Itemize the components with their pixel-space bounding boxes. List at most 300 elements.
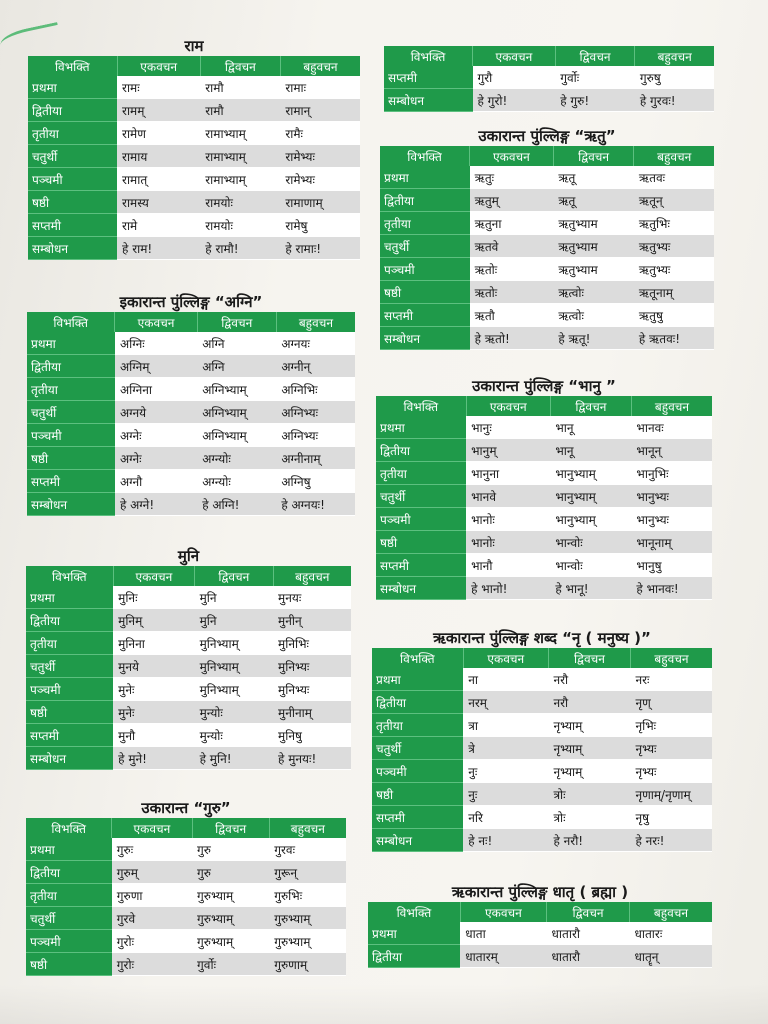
form-cell: हे नरौ! [548, 829, 630, 852]
form-cell: ऋत्वोः [553, 304, 634, 327]
table-guru [26, 798, 346, 976]
table-dhatri [368, 882, 712, 968]
form-cell: गुरोः [112, 953, 192, 976]
case-name-cell: द्वितीया [28, 99, 117, 122]
form-cell: गुर्वोः [555, 66, 635, 89]
form-cell: भान्वोः [550, 531, 631, 554]
form-cell: त्रा [463, 714, 548, 737]
table-guru-continued [384, 46, 714, 112]
case-name-cell: षष्ठी [376, 531, 466, 554]
case-name-cell: द्वितीया [26, 609, 113, 632]
form-cell: गुरोः [112, 930, 192, 953]
column-header: विभक्ति [376, 396, 466, 416]
form-cell: मुनीन् [273, 609, 351, 632]
form-cell: नुः [463, 783, 548, 806]
column-header: एकवचन [460, 902, 546, 922]
form-cell: मुनौ [113, 724, 194, 747]
form-cell: भानुभ्याम् [550, 462, 631, 485]
form-cell: मुन्योः [195, 701, 273, 724]
table-row [380, 327, 714, 350]
form-cell: हे मुनि! [195, 747, 273, 770]
table-row [28, 99, 360, 122]
form-cell: धातारौ [547, 945, 630, 968]
form-cell: रामैः [280, 122, 360, 145]
form-cell: ऋतूनाम् [634, 281, 714, 304]
case-name-cell: सप्तमी [27, 470, 115, 493]
form-cell: अग्निना [115, 378, 197, 401]
form-cell: गुरून् [269, 861, 346, 884]
column-header: बहुवचन [276, 312, 355, 332]
form-cell: गुरौ [473, 66, 556, 89]
case-name-cell: सप्तमी [376, 554, 466, 577]
form-cell: भानुभ्याम् [550, 508, 631, 531]
table-row [27, 470, 355, 493]
table-row [380, 212, 714, 235]
form-cell: हे गुरो! [473, 89, 556, 112]
form-cell: अग्नये [115, 401, 197, 424]
form-cell: रामान् [280, 99, 360, 122]
table-row [26, 838, 346, 861]
header-row [26, 566, 351, 586]
form-cell: रामेभ्यः [280, 145, 360, 168]
column-header: बहुवचन [273, 566, 351, 586]
form-cell: भान्वोः [550, 554, 631, 577]
form-cell: गुरवः [269, 838, 346, 861]
table-row [27, 493, 355, 516]
table-row [27, 424, 355, 447]
form-cell: गुरुभ्याम् [192, 930, 269, 953]
form-cell: गुरुभिः [269, 884, 346, 907]
case-name-cell: प्रथमा [372, 668, 463, 691]
form-cell: हे भानू! [550, 577, 631, 600]
column-header: एकवचन [463, 648, 548, 668]
form-cell: भानुम् [466, 439, 550, 462]
table-row [384, 66, 714, 89]
column-header: एकवचन [112, 818, 192, 838]
case-name-cell: षष्ठी [380, 281, 470, 304]
table-row [28, 191, 360, 214]
declension-table [26, 818, 346, 976]
form-cell: नरः [630, 668, 712, 691]
form-cell: रामयोः [200, 191, 280, 214]
form-cell: रामयोः [200, 214, 280, 237]
form-cell: मुनिः [113, 586, 194, 609]
table-row [28, 76, 360, 99]
table-bhanu [376, 376, 712, 600]
case-name-cell: चतुर्थी [376, 485, 466, 508]
form-cell: रामे [117, 214, 200, 237]
column-header: द्विवचन [197, 312, 276, 332]
case-name-cell: तृतीया [27, 378, 115, 401]
form-cell: मुन्योः [195, 724, 273, 747]
form-cell: ऋतुषु [634, 304, 714, 327]
form-cell: धातॄन् [629, 945, 712, 968]
case-name-cell: चतुर्थी [27, 401, 115, 424]
form-cell: मुनिभ्याम् [195, 655, 273, 678]
form-cell: भानुः [466, 416, 550, 439]
column-header: विभक्ति [380, 146, 470, 166]
form-cell: अग्निभ्याम् [197, 378, 276, 401]
case-name-cell: तृतीया [372, 714, 463, 737]
table-row [372, 783, 712, 806]
form-cell: मुनये [113, 655, 194, 678]
column-header: विभक्ति [27, 312, 115, 332]
form-cell: रामाभ्याम् [200, 145, 280, 168]
case-name-cell: सप्तमी [372, 806, 463, 829]
case-name-cell: चतुर्थी [28, 145, 117, 168]
column-header: एकवचन [113, 566, 194, 586]
form-cell: गुरुषु [635, 66, 714, 89]
form-cell: ऋतुभिः [634, 212, 714, 235]
form-cell: गुरवे [112, 907, 192, 930]
case-name-cell: सप्तमी [26, 724, 113, 747]
form-cell: भानवः [631, 416, 712, 439]
table-row [28, 168, 360, 191]
form-cell: ऋतुभ्यः [634, 235, 714, 258]
case-name-cell: पञ्चमी [27, 424, 115, 447]
table-row [27, 355, 355, 378]
table-title: मुनि [177, 547, 200, 565]
table-row [376, 462, 712, 485]
table-title: उकारान्त पुंल्लिङ्ग “भानु ” [472, 377, 616, 395]
form-cell: मुनि [195, 586, 273, 609]
column-header: द्विवचन [553, 146, 634, 166]
form-cell: हे गुरवः! [635, 89, 714, 112]
form-cell: मुनिभ्याम् [195, 632, 273, 655]
header-row [376, 396, 712, 416]
form-cell: गुरुणा [112, 884, 192, 907]
table-row [372, 691, 712, 714]
column-header: द्विवचन [548, 648, 630, 668]
table-row [26, 632, 351, 655]
header-row [380, 146, 714, 166]
form-cell: हे भानवः! [631, 577, 712, 600]
table-row [26, 609, 351, 632]
form-cell: ऋतुना [470, 212, 554, 235]
table-row [372, 760, 712, 783]
form-cell: अग्न्योः [197, 470, 276, 493]
table-row [376, 531, 712, 554]
table-row [26, 930, 346, 953]
table-row [26, 861, 346, 884]
case-name-cell: सम्बोधन [28, 237, 117, 260]
declension-table [372, 648, 712, 852]
form-cell: ऋत्वोः [553, 281, 634, 304]
case-name-cell: प्रथमा [26, 586, 113, 609]
form-cell: मुनेः [113, 701, 194, 724]
declension-table [26, 566, 351, 770]
table-row [27, 332, 355, 355]
form-cell: अग्निषु [276, 470, 355, 493]
form-cell: नृभिः [630, 714, 712, 737]
form-cell: अग्निभिः [276, 378, 355, 401]
case-name-cell: तृतीया [26, 884, 112, 907]
table-nri [372, 628, 712, 852]
bottom-shadow [0, 984, 768, 1024]
case-name-cell: प्रथमा [28, 76, 117, 99]
column-header: एकवचन [470, 146, 554, 166]
form-cell: मुनिभ्याम् [195, 678, 273, 701]
table-row [372, 806, 712, 829]
form-cell: भानुषु [631, 554, 712, 577]
case-name-cell: चतुर्थी [26, 907, 112, 930]
form-cell: नृणाम्/नृणाम् [630, 783, 712, 806]
table-row [376, 508, 712, 531]
case-name-cell: सम्बोधन [27, 493, 115, 516]
table-row [27, 447, 355, 470]
case-name-cell: पञ्चमी [376, 508, 466, 531]
form-cell: रामः [117, 76, 200, 99]
form-cell: मुनिम् [113, 609, 194, 632]
form-cell: भानुभ्याम् [550, 485, 631, 508]
table-row [380, 189, 714, 212]
form-cell: गुर्वोः [192, 953, 269, 976]
case-name-cell: द्वितीया [26, 861, 112, 884]
column-header: द्विवचन [195, 566, 273, 586]
case-name-cell: पञ्चमी [26, 678, 113, 701]
table-row [27, 401, 355, 424]
form-cell: नृभ्याम् [548, 760, 630, 783]
form-cell: नृभ्याम् [548, 714, 630, 737]
table-row [368, 945, 712, 968]
form-cell: रामेभ्यः [280, 168, 360, 191]
case-name-cell: पञ्चमी [372, 760, 463, 783]
form-cell: नृण् [630, 691, 712, 714]
case-name-cell: षष्ठी [26, 953, 112, 976]
form-cell: ऋतू [553, 166, 634, 189]
table-row [376, 577, 712, 600]
form-cell: हे नः! [463, 829, 548, 852]
column-header: बहुवचन [635, 46, 714, 66]
form-cell: नरौ [548, 691, 630, 714]
case-name-cell: सम्बोधन [372, 829, 463, 852]
form-cell: भानून् [631, 439, 712, 462]
table-row [380, 235, 714, 258]
form-cell: अग्नेः [115, 424, 197, 447]
case-name-cell: द्वितीया [27, 355, 115, 378]
form-cell: हे मुने! [113, 747, 194, 770]
table-muni [26, 546, 351, 770]
form-cell: हे मुनयः! [273, 747, 351, 770]
column-header: एकवचन [117, 56, 200, 76]
case-name-cell: सम्बोधन [380, 327, 470, 350]
case-name-cell: तृतीया [376, 462, 466, 485]
table-row [26, 724, 351, 747]
table-row [372, 714, 712, 737]
form-cell: रामाः [280, 76, 360, 99]
column-header: द्विवचन [547, 902, 630, 922]
table-row [384, 89, 714, 112]
form-cell: अग्नयः [276, 332, 355, 355]
case-name-cell: पञ्चमी [380, 258, 470, 281]
form-cell: धातारौ [547, 922, 630, 945]
table-row [26, 701, 351, 724]
form-cell: हे राम! [117, 237, 200, 260]
form-cell: ऋतुभ्याम [553, 235, 634, 258]
form-cell: रामाभ्याम् [200, 168, 280, 191]
form-cell: गुरुभ्याम् [192, 884, 269, 907]
header-row [28, 56, 360, 76]
column-header: द्विवचन [555, 46, 635, 66]
form-cell: नृषु [630, 806, 712, 829]
form-cell: ऋतोः [470, 258, 554, 281]
form-cell: रामम् [117, 99, 200, 122]
form-cell: हे रामौ! [200, 237, 280, 260]
form-cell: अग्नीनाम् [276, 447, 355, 470]
form-cell: भानुभ्यः [631, 485, 712, 508]
table-row [28, 122, 360, 145]
form-cell: अग्निभ्यः [276, 424, 355, 447]
case-name-cell: षष्ठी [26, 701, 113, 724]
form-cell: रामाणाम् [280, 191, 360, 214]
form-cell: ऋतुभ्यः [634, 258, 714, 281]
declension-table [28, 56, 360, 260]
case-name-cell: प्रथमा [368, 922, 460, 945]
case-name-cell: प्रथमा [27, 332, 115, 355]
form-cell: मुनिषु [273, 724, 351, 747]
form-cell: अग्नीन् [276, 355, 355, 378]
form-cell: अग्निम् [115, 355, 197, 378]
form-cell: रामेषु [280, 214, 360, 237]
case-name-cell: प्रथमा [380, 166, 470, 189]
case-name-cell: पञ्चमी [28, 168, 117, 191]
header-row [368, 902, 712, 922]
table-title: उकारान्त “गुरु” [141, 799, 231, 817]
form-cell: भानू [550, 439, 631, 462]
form-cell: नरम् [463, 691, 548, 714]
declension-table [384, 46, 714, 112]
column-header: विभक्ति [384, 46, 473, 66]
form-cell: गुरु [192, 838, 269, 861]
table-row [26, 678, 351, 701]
form-cell: भानवे [466, 485, 550, 508]
case-name-cell: सम्बोधन [384, 89, 473, 112]
form-cell: रामौ [200, 76, 280, 99]
form-cell: अग्नि [197, 355, 276, 378]
form-cell: भानूनाम् [631, 531, 712, 554]
form-cell: हे अग्ने! [115, 493, 197, 516]
form-cell: त्रे [463, 737, 548, 760]
table-row [376, 439, 712, 462]
table-title: राम [184, 37, 204, 55]
form-cell: अग्निः [115, 332, 197, 355]
form-cell: ऋतुः [470, 166, 554, 189]
case-name-cell: तृतीया [380, 212, 470, 235]
form-cell: गुरु [192, 861, 269, 884]
form-cell: नरौ [548, 668, 630, 691]
case-name-cell: षष्ठी [372, 783, 463, 806]
table-row [372, 737, 712, 760]
form-cell: हे ऋतो! [470, 327, 554, 350]
form-cell: अग्न्योः [197, 447, 276, 470]
form-cell: ऋतुभ्याम [553, 212, 634, 235]
column-header: द्विवचन [200, 56, 280, 76]
form-cell: त्रोः [548, 806, 630, 829]
case-name-cell: सम्बोधन [376, 577, 466, 600]
case-name-cell: सप्तमी [28, 214, 117, 237]
form-cell: मुनिभ्यः [273, 678, 351, 701]
table-row [28, 214, 360, 237]
form-cell: हे गुरु! [555, 89, 635, 112]
form-cell: हे रामाः! [280, 237, 360, 260]
form-cell: हे अग्नि! [197, 493, 276, 516]
table-row [26, 884, 346, 907]
form-cell: अग्निभ्याम् [197, 424, 276, 447]
form-cell: हे अग्नयः! [276, 493, 355, 516]
form-cell: रामाय [117, 145, 200, 168]
form-cell: ऋतुभ्याम [553, 258, 634, 281]
form-cell: अग्निभ्याम् [197, 401, 276, 424]
case-name-cell: तृतीया [26, 632, 113, 655]
case-name-cell: सप्तमी [380, 304, 470, 327]
form-cell: धाता [460, 922, 546, 945]
table-row [380, 304, 714, 327]
form-cell: ना [463, 668, 548, 691]
form-cell: ऋतुम् [470, 189, 554, 212]
form-cell: ऋतवः [634, 166, 714, 189]
table-row [376, 485, 712, 508]
form-cell: गुरुभ्याम् [269, 907, 346, 930]
table-row [27, 378, 355, 401]
table-row [380, 166, 714, 189]
form-cell: अग्नौ [115, 470, 197, 493]
form-cell: भानोः [466, 531, 550, 554]
case-name-cell: प्रथमा [26, 838, 112, 861]
column-header: बहुवचन [280, 56, 360, 76]
form-cell: मुनीनाम् [273, 701, 351, 724]
table-agni [27, 292, 355, 516]
column-header: बहुवचन [634, 146, 714, 166]
column-header: बहुवचन [631, 396, 712, 416]
form-cell: गुरुः [112, 838, 192, 861]
table-title: ऋकारान्त पुंल्लिङ्ग धातृ ( ब्रह्मा ) [451, 883, 629, 901]
form-cell: नृभ्याम् [548, 737, 630, 760]
declension-table [376, 396, 712, 600]
form-cell: रामस्य [117, 191, 200, 214]
form-cell: भानोः [466, 508, 550, 531]
case-name-cell: प्रथमा [376, 416, 466, 439]
column-header: विभक्ति [372, 648, 463, 668]
form-cell: मुनि [195, 609, 273, 632]
table-title: उकारान्त पुंल्लिङ्ग “ऋतु” [478, 127, 616, 145]
form-cell: हे ऋतवः! [634, 327, 714, 350]
column-header: एकवचन [115, 312, 197, 332]
header-row [27, 312, 355, 332]
form-cell: मुनिना [113, 632, 194, 655]
form-cell: हे भानो! [466, 577, 550, 600]
form-cell: भानुभ्यः [631, 508, 712, 531]
case-name-cell: चतुर्थी [380, 235, 470, 258]
case-name-cell: तृतीया [28, 122, 117, 145]
case-name-cell: चतुर्थी [26, 655, 113, 678]
table-title: ऋकारान्त पुंल्लिङ्ग शब्द “नृ ( मनुष्य )” [433, 629, 651, 647]
table-title: इकारान्त पुंल्लिङ्ग “अग्नि” [119, 293, 263, 311]
column-header: द्विवचन [192, 818, 269, 838]
form-cell: मुनयः [273, 586, 351, 609]
column-header: एकवचन [466, 396, 550, 416]
header-row [384, 46, 714, 66]
form-cell: रामाभ्याम् [200, 122, 280, 145]
table-row [26, 655, 351, 678]
form-cell: रामात् [117, 168, 200, 191]
form-cell: ऋतून् [634, 189, 714, 212]
form-cell: अग्नेः [115, 447, 197, 470]
form-cell: हे नरः! [630, 829, 712, 852]
form-cell: धातारः [629, 922, 712, 945]
form-cell: अग्निभ्यः [276, 401, 355, 424]
form-cell: भानौ [466, 554, 550, 577]
form-cell: नृभ्यः [630, 737, 712, 760]
